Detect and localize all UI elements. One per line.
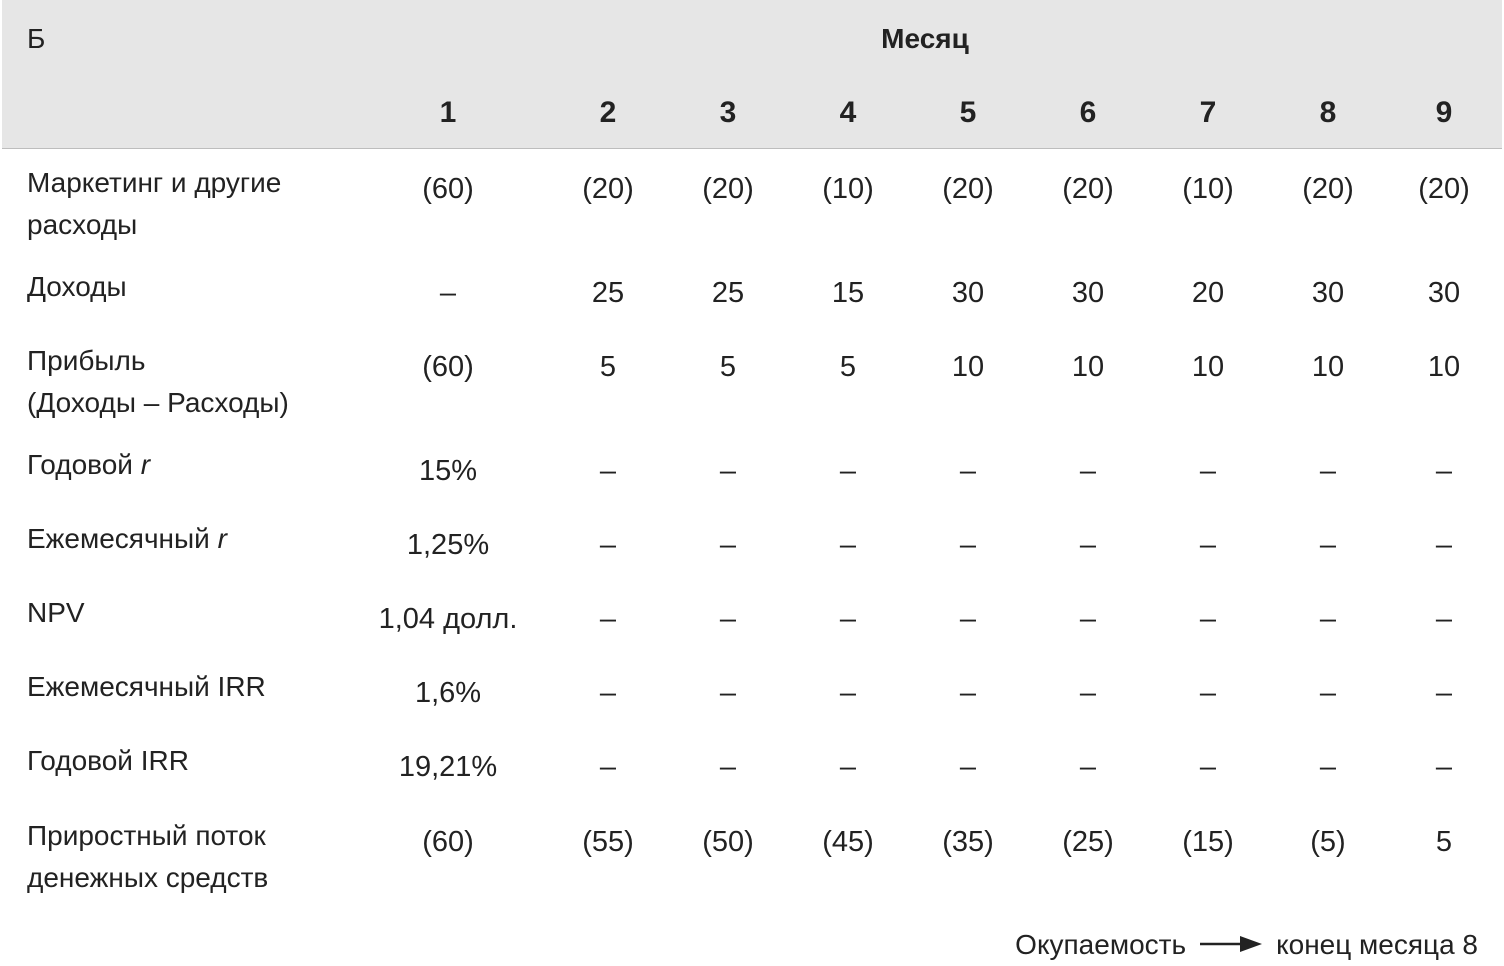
table-cell: – — [1435, 751, 1453, 783]
table-cell: – — [1435, 677, 1453, 709]
table-cell: (5) — [1310, 826, 1346, 858]
table-cell: 5 — [599, 351, 617, 383]
row-label — [27, 740, 367, 782]
row-label-line: (Доходы – Расходы) — [27, 387, 289, 418]
table-cell: – — [1435, 455, 1453, 487]
month-number: 4 — [839, 96, 857, 129]
table-cell: – — [599, 751, 617, 783]
table-cell: (50) — [702, 826, 754, 858]
month-number: 5 — [959, 96, 977, 129]
corner-label: Б — [27, 23, 46, 54]
table-cell: – — [1199, 603, 1217, 635]
table-cell: (10) — [1182, 173, 1234, 205]
table-cell: – — [1079, 603, 1097, 635]
row-label-line: Маркетинг и другие — [27, 167, 282, 198]
row-label — [27, 592, 367, 634]
table-cell: (60) — [422, 173, 474, 205]
table-cell: (20) — [582, 173, 634, 205]
table-cell: (55) — [582, 826, 634, 858]
row-label-line: Доходы — [27, 271, 127, 302]
payback-result: конец месяца 8 — [1276, 929, 1478, 960]
table-cell: 5 — [1435, 826, 1453, 858]
table-cell: 5 — [719, 351, 737, 383]
row-label — [27, 815, 367, 899]
table-cell: (45) — [822, 826, 874, 858]
row-label-line: Годовой IRR — [27, 745, 189, 776]
table-cell: – — [1199, 529, 1217, 561]
table-cell: 20 — [1191, 277, 1225, 309]
table-cell: – — [839, 455, 857, 487]
row-label — [27, 266, 367, 308]
table-cell: 30 — [1311, 277, 1345, 309]
table-cell: 30 — [951, 277, 985, 309]
table-cell: – — [839, 529, 857, 561]
payback-label: Окупаемость — [1015, 929, 1187, 960]
table-cell: (20) — [1418, 173, 1470, 205]
row-label-text: Ежемесячный — [27, 523, 218, 554]
table-cell: 10 — [1191, 351, 1225, 383]
table-cell: 1,6% — [414, 677, 482, 709]
table-cell: – — [1319, 455, 1337, 487]
row-label — [27, 444, 367, 486]
row-label-line: Приростный поток — [27, 820, 266, 851]
month-number: 6 — [1079, 96, 1097, 129]
table-cell: (10) — [822, 173, 874, 205]
table-cell: 15% — [418, 455, 478, 487]
table-cell: – — [1435, 529, 1453, 561]
table-cell: – — [599, 677, 617, 709]
table-cell: (60) — [422, 826, 474, 858]
month-number: 1 — [439, 96, 457, 129]
table-cell: – — [1079, 455, 1097, 487]
table-cell: – — [1319, 603, 1337, 635]
table-cell: – — [719, 677, 737, 709]
table-cell: – — [439, 277, 457, 309]
table-cell: 30 — [1427, 277, 1461, 309]
row-label-italic: r — [217, 523, 227, 554]
row-label — [27, 518, 367, 560]
table-cell: – — [719, 603, 737, 635]
table-cell: – — [1079, 751, 1097, 783]
table-cell: – — [599, 603, 617, 635]
table-cell: – — [1079, 677, 1097, 709]
table-cell: (25) — [1062, 826, 1114, 858]
table-cell: 10 — [1311, 351, 1345, 383]
row-label — [27, 162, 367, 246]
month-title: Месяц — [881, 23, 969, 54]
row-label-line: Прибыль — [27, 345, 146, 376]
table-cell: (35) — [942, 826, 994, 858]
row-label — [27, 666, 367, 708]
month-number: 9 — [1435, 96, 1453, 129]
table-cell: 10 — [951, 351, 985, 383]
table-cell: – — [959, 677, 977, 709]
month-number: 3 — [719, 96, 737, 129]
table-cell: (60) — [422, 351, 474, 383]
table-cell: 10 — [1071, 351, 1105, 383]
table-cell: – — [959, 603, 977, 635]
table-cell: (20) — [1302, 173, 1354, 205]
row-label — [27, 340, 367, 424]
month-number: 2 — [599, 96, 617, 129]
table-cell: (15) — [1182, 826, 1234, 858]
table-cell: – — [959, 529, 977, 561]
table-cell: – — [839, 751, 857, 783]
table-cell: – — [839, 603, 857, 635]
table-cell: – — [599, 455, 617, 487]
row-label-line: Ежемесячный IRR — [27, 671, 266, 702]
table-cell: – — [719, 751, 737, 783]
table-cell: 30 — [1071, 277, 1105, 309]
table-cell: (20) — [942, 173, 994, 205]
table-cell: (20) — [1062, 173, 1114, 205]
table-cell: 5 — [839, 351, 857, 383]
table-cell: – — [1319, 529, 1337, 561]
table-cell: 10 — [1427, 351, 1461, 383]
table-cell: – — [719, 455, 737, 487]
table-cell: (20) — [702, 173, 754, 205]
table-cell: – — [1319, 751, 1337, 783]
arrow-right-icon — [1200, 924, 1262, 966]
table-cell: 1,04 долл. — [378, 603, 518, 635]
table-cell: – — [1199, 455, 1217, 487]
table-cell: 1,25% — [406, 529, 490, 561]
table-cell: – — [1199, 677, 1217, 709]
row-label-text: Годовой — [27, 449, 141, 480]
table-cell: – — [599, 529, 617, 561]
table-cell: 19,21% — [398, 751, 498, 783]
row-label-line: денежных средств — [27, 862, 269, 893]
month-number: 7 — [1199, 96, 1217, 129]
table-cell: – — [959, 751, 977, 783]
table-cell: – — [719, 529, 737, 561]
month-number: 8 — [1319, 96, 1337, 129]
table-cell: – — [839, 677, 857, 709]
table-cell: – — [1079, 529, 1097, 561]
table-cell: – — [1435, 603, 1453, 635]
table-cell: – — [1319, 677, 1337, 709]
row-label-line: NPV — [27, 597, 85, 628]
row-label-line: расходы — [27, 209, 138, 240]
table-cell: 25 — [711, 277, 745, 309]
table-cell: 25 — [591, 277, 625, 309]
row-label-italic: r — [140, 449, 151, 480]
table-cell: – — [959, 455, 977, 487]
payback-footer — [1015, 924, 1478, 966]
table-cell: – — [1199, 751, 1217, 783]
table-cell: 15 — [831, 277, 865, 309]
